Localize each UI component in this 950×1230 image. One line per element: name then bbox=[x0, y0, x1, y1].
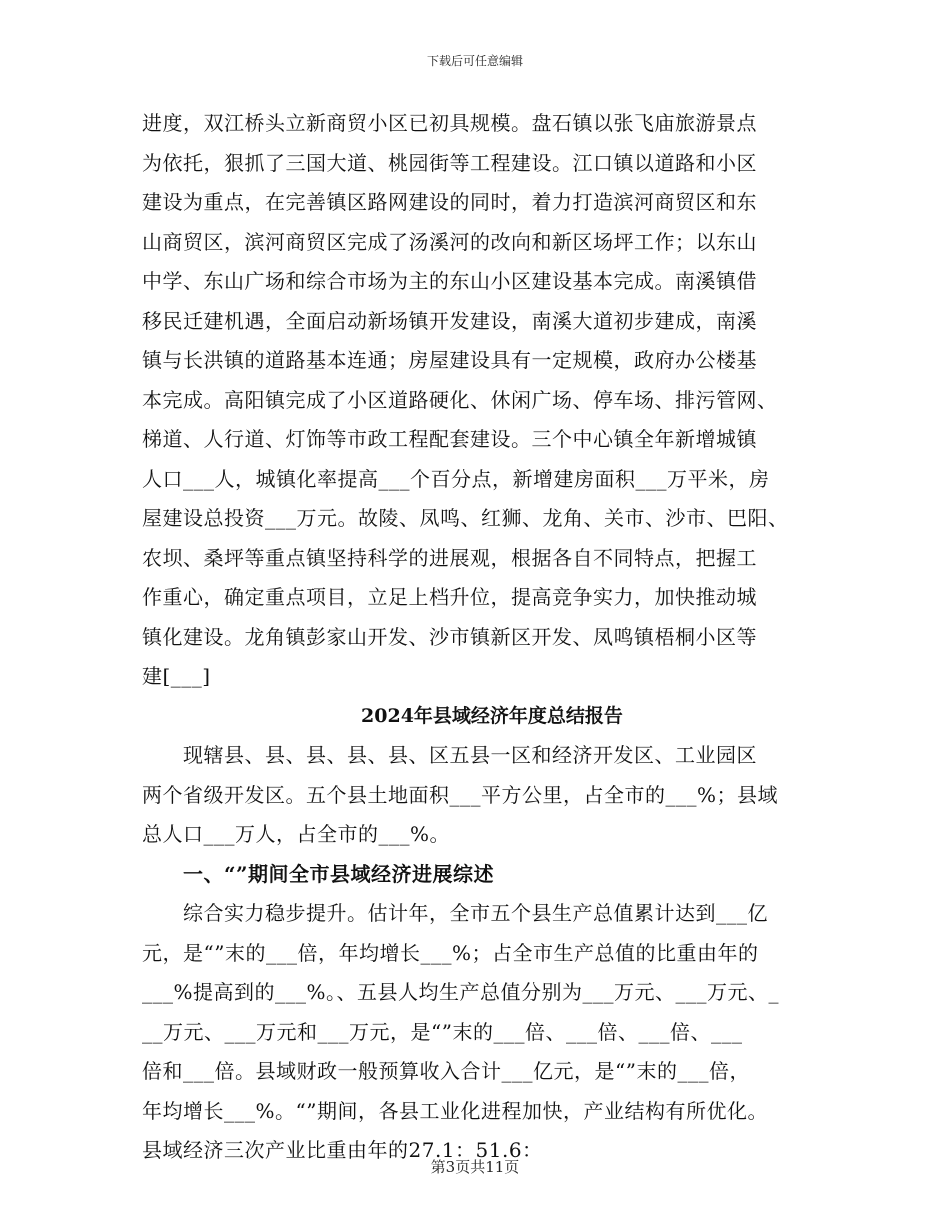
paragraph-line: 作重心，确定重点项目，立足上档升位，提高竞争实力，加快推动城 bbox=[142, 585, 757, 609]
report-title: 2024年县域经济年度总结报告 bbox=[361, 704, 623, 727]
paragraph-line: 农坝、桑坪等重点镇坚持科学的进展观，根据各自不同特点，把握工 bbox=[142, 545, 757, 570]
paragraph-line: 屋建设总投资___万元。故陵、凤鸣、红狮、龙角、关市、沙市、巴阳、 bbox=[142, 506, 789, 530]
paragraph-line: ___%提高到的___%。、五县人均生产总值分别为___万元、___万元、_ bbox=[142, 980, 780, 1004]
paragraph-line: 镇与长洪镇的道路基本连通；房屋建设具有一定规模，政府办公楼基 bbox=[142, 348, 757, 372]
page-number: 第3页共11页 bbox=[430, 1158, 520, 1176]
paragraph-line: 建[___] bbox=[142, 664, 211, 688]
intro-paragraph bbox=[142, 736, 822, 855]
paragraph-line: 中学、东山广场和综合市场为主的东山小区建设基本完成。南溪镇借 bbox=[142, 269, 757, 293]
paragraph-line: 元，是“”末的___倍，年均增长___%；占全市生产总值的比重由年的 bbox=[142, 940, 759, 965]
page-header-note: 下载后可任意编辑 bbox=[426, 54, 523, 68]
paragraph-line: 倍和___倍。县域财政一般预算收入合计___亿元，是“”末的___倍， bbox=[142, 1059, 750, 1083]
paragraph-line: __万元、___万元和___万元，是“”末的___倍、___倍、___倍、___ bbox=[142, 1019, 743, 1044]
section-paragraph bbox=[142, 894, 822, 1171]
paragraph-line: 为依托，狠抓了三国大道、桃园街等工程建设。江口镇以道路和小区 bbox=[142, 150, 757, 175]
paragraph-line: 现辖县、县、县、县、县、区五县一区和经济开发区、工业园区 bbox=[142, 743, 757, 767]
paragraph-line: 两个省级开发区。五个县土地面积___平方公里，占全市的___%；县域 bbox=[142, 782, 779, 807]
paragraph-line: 总人口___万人，占全市的___%。 bbox=[142, 822, 451, 846]
paragraph-line: 山商贸区，滨河商贸区完成了汤溪河的改向和新区场坪工作；以东山 bbox=[142, 229, 757, 254]
continued-paragraph bbox=[142, 104, 822, 697]
paragraph-line: 县域经济三次产业比重由年的27.1：51.6： bbox=[142, 1138, 543, 1162]
paragraph-line: 进度，双江桥头立新商贸小区已初具规模。盘石镇以张飞庙旅游景点 bbox=[142, 111, 757, 135]
paragraph-line: 梯道、人行道、灯饰等市政工程配套建设。三个中心镇全年新增城镇 bbox=[142, 427, 757, 451]
paragraph-line: 镇化建设。龙角镇彭家山开发、沙市镇新区开发、凤鸣镇梧桐小区等 bbox=[142, 624, 757, 649]
section-heading: 一、“”期间全市县域经济进展综述 bbox=[142, 861, 495, 886]
paragraph-line: 综合实力稳步提升。估计年，全市五个县生产总值累计达到___亿 bbox=[142, 901, 768, 925]
paragraph-line: 年均增长___%。“”期间，各县工业化进程加快，产业结构有所优化。 bbox=[142, 1098, 768, 1123]
paragraph-line: 本完成。高阳镇完成了小区道路硬化、休闲广场、停车场、排污管网、 bbox=[142, 387, 778, 412]
document-body bbox=[142, 104, 822, 1171]
paragraph-line: 移民迁建机遇，全面启动新场镇开发建设，南溪大道初步建成，南溪 bbox=[142, 308, 757, 333]
paragraph-line: 人口___人，城镇化率提高___个百分点，新增建房面积___万平米，房 bbox=[142, 466, 770, 491]
paragraph-line: 建设为重点，在完善镇区路网建设的同时，着力打造滨河商贸区和东 bbox=[142, 190, 757, 214]
